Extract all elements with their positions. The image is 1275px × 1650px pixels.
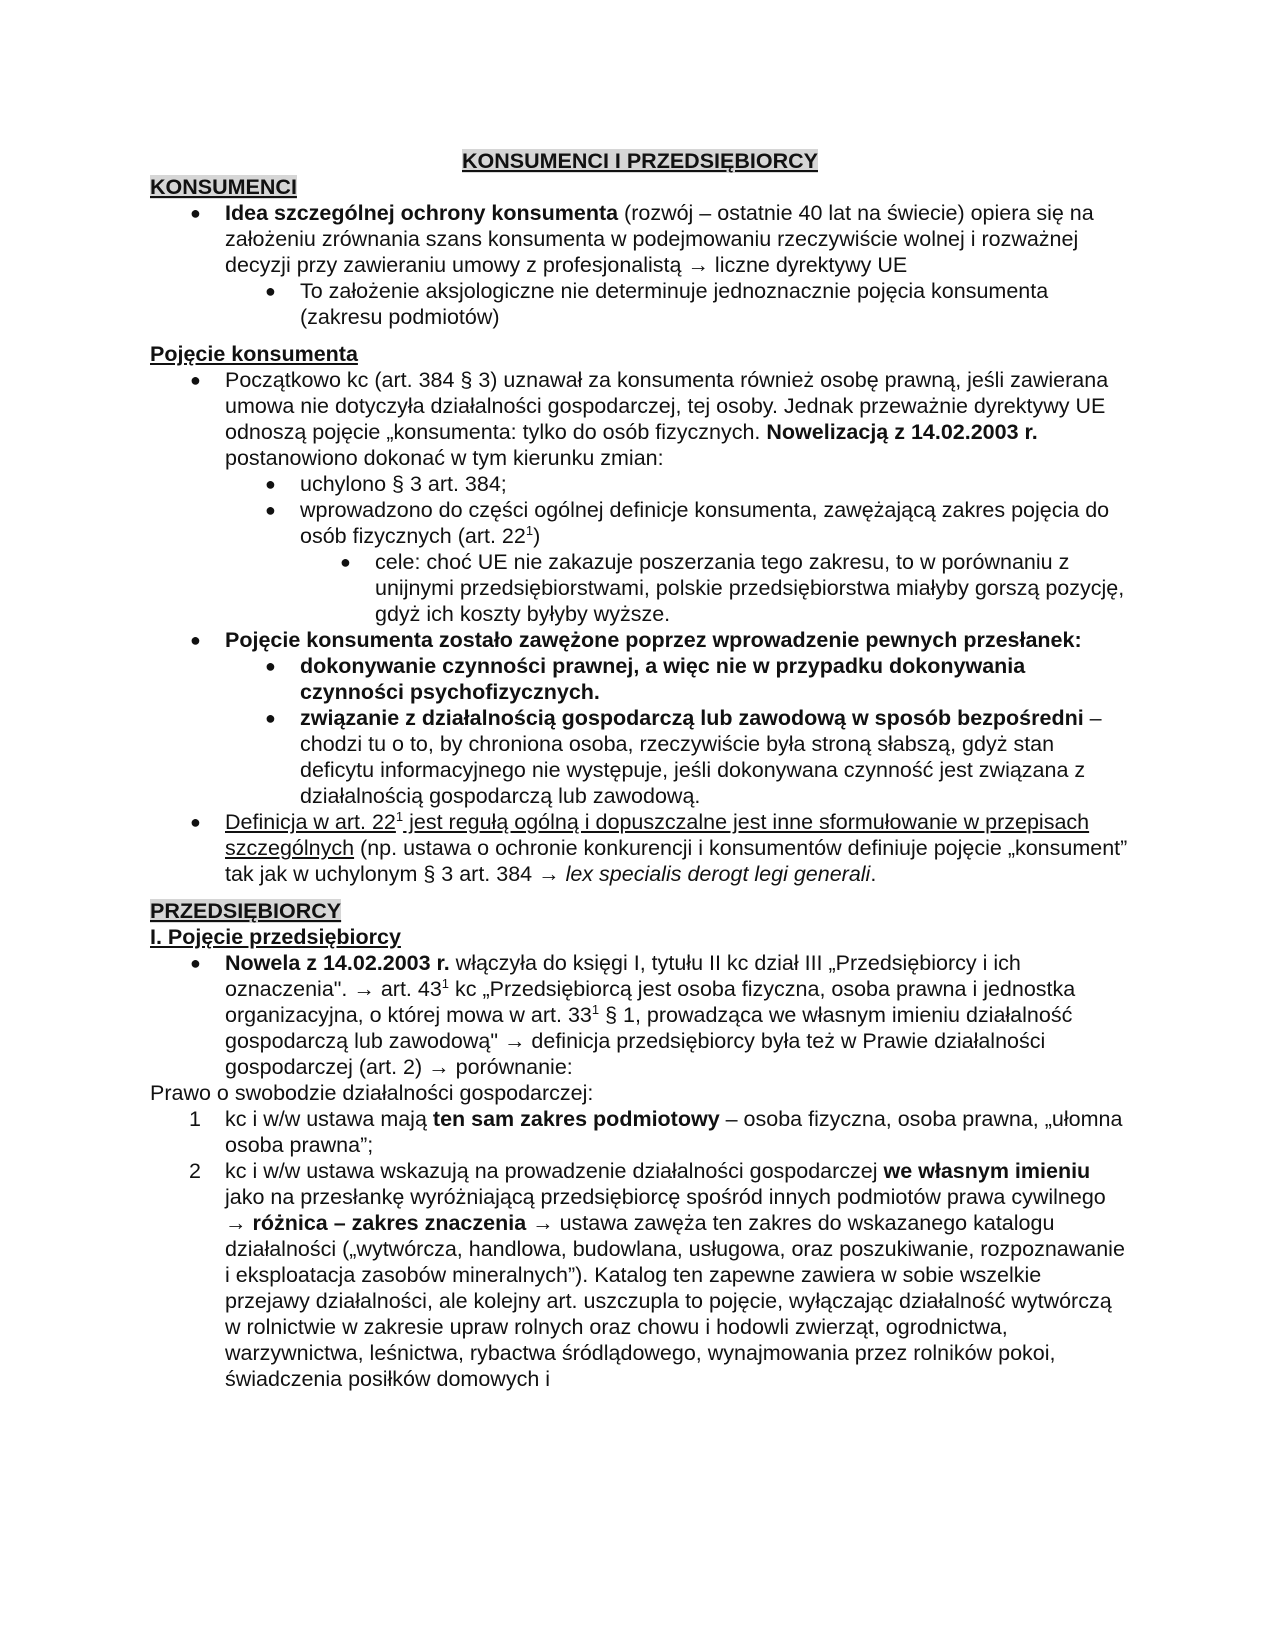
document-body — [150, 148, 1130, 1392]
bullet-icon: ● — [190, 812, 201, 832]
title-text: KONSUMENCI I PRZEDSIĘBIORCY — [462, 149, 818, 173]
pojecie-list — [150, 367, 1130, 471]
bullet-icon: ● — [265, 708, 276, 728]
bullet-icon: ● — [265, 500, 276, 520]
item-number: 1 — [189, 1107, 201, 1131]
list-item: ● cele: choć UE nie zakazuje poszerzania tego zakresu, to w porównaniu z unijnymi przedsiębiorstwami, polskie przedsiębiorstwa miałyby gorszą pozycję, gdyż ich koszty byłyby wyższe. — [340, 550, 1125, 626]
numbered-list — [150, 1106, 1130, 1392]
item-number: 2 — [189, 1159, 201, 1183]
list-item: ● Początkowo kc (art. 384 § 3) uznawał za konsumenta również osobę prawną, jeśli zawierana umowa nie dotyczyła działalności gospodarczej, tej osoby. Jednak przeważnie dyrektywy UE odnoszą pojęcie „konsumenta: tylko do osób fizycznych. Nowelizacją z 14.02.2003 r. postanowiono dokonać w tym kierunku zmian: — [190, 368, 1109, 470]
przedsiebiorcy-list — [150, 950, 1130, 1080]
bullet-icon: ● — [190, 203, 201, 223]
bullet-icon: ● — [265, 656, 276, 676]
list-item: 2 kc i w/w ustawa wskazują na prowadzenie działalności gospodarczej we własnym imieniu jako na przesłankę wyróżniającą przedsiębiorcę spośród innych podmiotów prawa cywilnego → różnica – zakres znaczenia → ustawa zawęża ten zakres do wskazanego katalogu działalności („wytwórcza, handlowa, budowlana, usługowa, oraz poszukiwanie, rozpoznawanie i eksploatacja zasobów mineralnych”). Katalog ten zapewne zawiera w sobie wszelkie przejawy działalności, ale kolejny art. uszczupla to pojęcie, wyłączając działalność wytwórczą w rolnictwie w zakresie upraw rolnych oraz chowu i hodowli zwierząt, ogrodnictwa, warzywnictwa, leśnictwa, rybactwa śródlądowego, wynajmowania przez rolników pokoi, świadczenia posiłków domowych i — [189, 1159, 1125, 1391]
bullet-icon: ● — [265, 474, 276, 494]
przeslanki-sublist — [150, 653, 1130, 809]
list-item: ● związanie z działalnością gospodarczą lub zawodową w sposób bezpośredni – chodzi tu o to, by chroniona osoba, rzeczywiście była stroną słabszą, gdyż stan deficytu informacyjnego nie występuje, jeśli dokonywana czynność jest związana z działalnością gospodarczą lub zawodową. — [265, 706, 1102, 808]
przeslanki-list — [150, 627, 1130, 653]
bullet-icon: ● — [190, 370, 201, 390]
intro-paragraph: Prawo o swobodzie działalności gospodarczej: — [150, 1081, 594, 1105]
list-item: ● wprowadzono do części ogólnej definicje konsumenta, zawężającą zakres pojęcia do osób fizycznych (art. $22^1$) — [265, 498, 1110, 548]
list-item: ● Definicja w art. $22^1$ jest regułą ogólną i dopuszczalne jest inne sformułowanie w przepisach szczególnych (np. ustawa o ochronie konkurencji i konsumentów definiuje pojęcie „konsument” tak jak w uchylonym § 3 art. 384 → lex specialis derogt legi generali. — [190, 808, 1128, 886]
bullet-icon: ● — [190, 953, 201, 973]
heading-pojecie-przedsiebiorcy: I. Pojęcie przedsiębiorcy — [150, 925, 401, 949]
list-item: ● To założenie aksjologiczne nie determinuje jednoznacznie pojęcia konsumenta (zakresu podmiotów) — [265, 279, 1049, 329]
list-item: ● dokonywanie czynności prawnej, a więc nie w przypadku dokonywania czynności psychofizycznych. — [265, 654, 1026, 704]
konsumenci-list — [150, 200, 1130, 278]
pojecie-subsublist — [150, 549, 1130, 627]
list-item: ● Nowela z 14.02.2003 r. włączyła do księgi I, tytułu II kc dział III „Przedsiębiorcy i ich oznaczenia". → art. $43^1$ kc „Przedsiębiorcą jest osoba fizyczna, osoba prawna i jednostka organizacyjna, o której mowa w art. $33^1$ § 1, prowadząca we własnym imieniu działalność gospodarczą lub zawodową" → definicja przedsiębiorcy była też w Prawie działalności gospodarczej (art. 2) → porównanie: — [190, 951, 1076, 1079]
list-item: ● uchylono § 3 art. 384; — [265, 472, 507, 496]
list-item: 1 kc i w/w ustawa mają ten sam zakres podmiotowy – osoba fizyczna, osoba prawna, „ułomna osoba prawna”; — [189, 1107, 1123, 1157]
list-item: ● Idea szczególnej ochrony konsumenta (rozwój – ostatnie 40 lat na świecie) opiera się na założeniu zrównania szans konsumenta w podejmowaniu rzeczywiście wolnej i rozważnej decyzji przy zawieraniu umowy z profesjonalistą → liczne dyrektywy UE — [190, 201, 1094, 277]
bullet-icon: ● — [190, 630, 201, 650]
pojecie-sublist — [150, 471, 1130, 549]
section-heading-przedsiebiorcy: PRZEDSIĘBIORCY — [150, 899, 342, 923]
heading-pojecie-konsumenta: Pojęcie konsumenta — [150, 342, 358, 366]
section-heading-konsumenci: KONSUMENCI — [150, 175, 297, 199]
list-item: ● Pojęcie konsumenta zostało zawężone poprzez wprowadzenie pewnych przesłanek: — [190, 628, 1082, 652]
bullet-icon: ● — [265, 281, 276, 301]
document-title — [150, 148, 1130, 174]
bullet-icon: ● — [340, 552, 351, 572]
konsumenci-sublist — [150, 278, 1130, 330]
definicja-list — [150, 809, 1130, 887]
